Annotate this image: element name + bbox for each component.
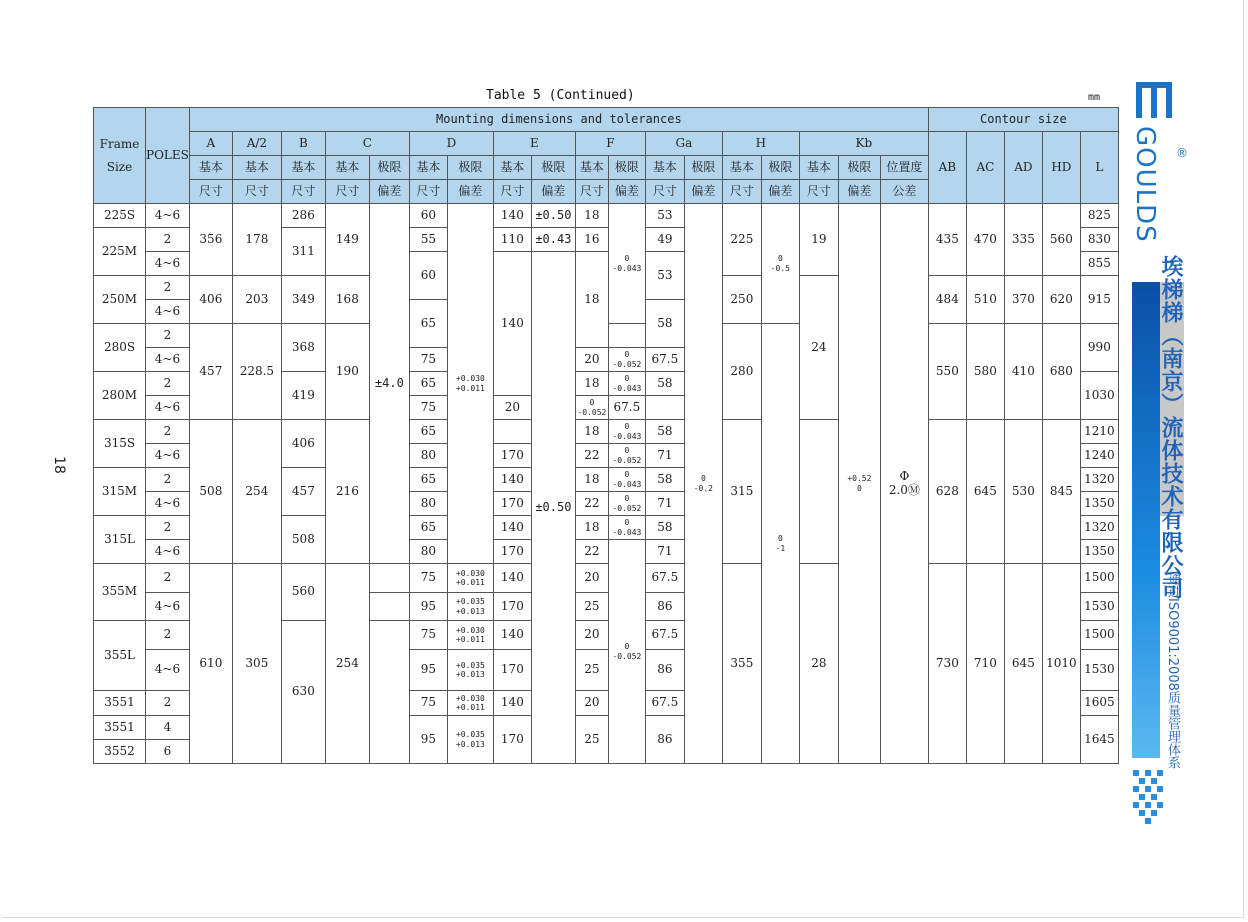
poles-cell: 2: [146, 324, 190, 348]
cell-AD: 410: [1004, 324, 1042, 420]
position-label: 位置度: [880, 156, 928, 180]
header-A2: A/2: [232, 132, 281, 156]
cell-G: 67.5: [645, 621, 684, 650]
cell-K: 19: [799, 204, 838, 276]
deviation-label: 偏差: [369, 180, 409, 204]
poles-cell: 4~6: [146, 348, 190, 372]
size-label: 尺寸: [232, 180, 281, 204]
basic-label: 基本: [189, 156, 232, 180]
cell-G: 67.5: [645, 691, 684, 716]
cell-D: 80: [409, 540, 447, 564]
cell-A: 406: [189, 276, 232, 324]
cell-HD: 845: [1042, 420, 1080, 564]
poles-cell: 2: [146, 372, 190, 396]
cell-G: 58: [645, 300, 684, 348]
cell-H-tol: 0 -0.5: [761, 204, 799, 324]
header-E: E: [493, 132, 575, 156]
frame-cell: 225M: [94, 228, 146, 276]
cell-F-tol: 0 -0.043: [608, 372, 645, 396]
cell-D: 95: [409, 593, 447, 621]
itt-logo-icon: [1134, 80, 1174, 120]
cell-D: 80: [409, 492, 447, 516]
cell-D-tol: +0.035 +0.013: [447, 593, 493, 621]
cell-E: 170: [493, 650, 531, 691]
cell-B: 286: [281, 204, 325, 228]
cell-A: 356: [189, 204, 232, 276]
cell-A: 457: [189, 324, 232, 420]
cell-D: 95: [409, 650, 447, 691]
cell-F: 18: [575, 204, 608, 228]
table-title: Table 5 (Continued): [486, 88, 635, 103]
cell-G: 53: [645, 252, 684, 300]
cell-F: 20: [493, 396, 531, 420]
cell-G: 71: [645, 540, 684, 564]
cell-L: 1320: [1080, 468, 1118, 492]
cell-F-tol: 0 -0.052: [608, 492, 645, 516]
cell-B: 368: [281, 324, 325, 372]
basic-label: 基本: [799, 156, 838, 180]
cell-F: 25: [575, 650, 608, 691]
cell-D-tol: +0.030 +0.011: [447, 691, 493, 716]
cell-H: 315: [722, 420, 761, 564]
cell-A2: 254: [232, 420, 281, 564]
size-label: 尺寸: [575, 180, 608, 204]
cell-C-tol: ±4.0: [369, 204, 409, 564]
cell-K-position: Φ 2.0Ⓜ: [880, 204, 928, 764]
cell-AB: 435: [928, 204, 966, 276]
cell-G-tol: 0 -0.2: [684, 204, 722, 764]
cell-D: 65: [409, 516, 447, 540]
poles-cell: 2: [146, 516, 190, 540]
cell-D-tol: +0.035 +0.013: [447, 650, 493, 691]
cell-AD: 335: [1004, 204, 1042, 276]
cell-L: 915: [1080, 276, 1118, 324]
poles-cell: 4: [146, 716, 190, 740]
cell-F: 25: [575, 593, 608, 621]
cell-L: 1350: [1080, 492, 1118, 516]
cell-G: 58: [645, 468, 684, 492]
limit-label: 极限: [684, 156, 722, 180]
cell-B: 406: [281, 420, 325, 468]
cell-G: 53: [645, 204, 684, 228]
header-poles: POLES: [146, 108, 190, 204]
cell-D-tol: +0.035 +0.013: [447, 716, 493, 764]
cell-G: 58: [645, 516, 684, 540]
poles-cell: 2: [146, 468, 190, 492]
cell-H: 225: [722, 204, 761, 276]
cell-AD: 645: [1004, 564, 1042, 764]
poles-cell: 2: [146, 691, 190, 716]
brand-name: GOULDS: [1130, 126, 1160, 243]
poles-cell: 4~6: [146, 396, 190, 420]
cell-HD: 680: [1042, 324, 1080, 420]
cell-AD: 370: [1004, 276, 1042, 324]
deviation-label: 偏差: [838, 180, 880, 204]
cell-F-tol: 0 -0.052: [575, 396, 608, 420]
cell-A2: 305: [232, 564, 281, 764]
cell-A2: 228.5: [232, 324, 281, 420]
deviation-label: 偏差: [447, 180, 493, 204]
basic-label: 基本: [232, 156, 281, 180]
basic-label: 基本: [645, 156, 684, 180]
cell-F-tol: 0 -0.043: [608, 420, 645, 444]
table-row: [94, 564, 1119, 593]
cell-B: 311: [281, 228, 325, 276]
cell-D: 55: [409, 228, 447, 252]
cell-L: 1320: [1080, 516, 1118, 540]
cell-F: 18: [575, 420, 608, 444]
cell-D: 75: [409, 564, 447, 593]
cell-F: 18: [575, 252, 608, 348]
frame-cell: 3551: [94, 691, 146, 716]
cell-HD: 560: [1042, 204, 1080, 276]
header-C: C: [325, 132, 409, 156]
table-row: [94, 420, 1119, 444]
limit-label: 极限: [369, 156, 409, 180]
cell-L: 1530: [1080, 593, 1118, 621]
header-H: H: [722, 132, 799, 156]
cell-K-tol: +0.52 0: [838, 204, 880, 764]
cell-A: 610: [189, 564, 232, 764]
poles-cell: 2: [146, 276, 190, 300]
header-mounting: Mounting dimensions and tolerances: [189, 108, 928, 132]
header-AC: AC: [966, 132, 1004, 204]
poles-cell: 2: [146, 228, 190, 252]
cell-F: 18: [575, 468, 608, 492]
cell-C: 254: [325, 564, 369, 764]
basic-label: 基本: [325, 156, 369, 180]
cell-B: 349: [281, 276, 325, 324]
cell-AD: 530: [1004, 420, 1042, 564]
cell-C: 168: [325, 276, 369, 324]
frame-cell: 355M: [94, 564, 146, 621]
cell-F: 20: [575, 691, 608, 716]
header-AB: AB: [928, 132, 966, 204]
cell-B: 508: [281, 516, 325, 564]
cell-AB: 730: [928, 564, 966, 764]
cell-AC: 580: [966, 324, 1004, 420]
cell-AB: 484: [928, 276, 966, 324]
cell-F: 20: [575, 564, 608, 593]
cell-L: 825: [1080, 204, 1118, 228]
poles-cell: 4~6: [146, 650, 190, 691]
basic-label: 基本: [493, 156, 531, 180]
poles-cell: 2: [146, 420, 190, 444]
cell-G: 49: [645, 228, 684, 252]
poles-cell: 2: [146, 564, 190, 593]
cell-K: 24: [799, 276, 838, 420]
cell-F: 20: [575, 348, 608, 372]
cell-H: 250: [722, 276, 761, 324]
dimension-table: [93, 107, 1119, 764]
cell-G: 71: [645, 492, 684, 516]
cell-D: 75: [409, 691, 447, 716]
cell-D: 60: [409, 252, 447, 300]
frame-cell: 280S: [94, 324, 146, 372]
frame-cell: 315L: [94, 516, 146, 564]
poles-cell: 4~6: [146, 492, 190, 516]
frame-cell: 315M: [94, 468, 146, 516]
cell-D: 95: [409, 716, 447, 764]
cell-L: 1350: [1080, 540, 1118, 564]
frame-cell: 315S: [94, 420, 146, 468]
poles-cell: 4~6: [146, 593, 190, 621]
cell-D: 75: [409, 348, 447, 372]
cell-F-tol: [608, 324, 645, 348]
size-label: 尺寸: [645, 180, 684, 204]
cell-G: 67.5: [645, 564, 684, 593]
size-label: 尺寸: [722, 180, 761, 204]
cell-K: [799, 420, 838, 564]
cell-D: 75: [409, 621, 447, 650]
cell-AC: 470: [966, 204, 1004, 276]
cell-E-tol: ±0.50: [531, 204, 575, 228]
limit-label: 极限: [608, 156, 645, 180]
cell-E: 140: [493, 691, 531, 716]
cell-E: 170: [493, 716, 531, 764]
cell-E: 140: [493, 621, 531, 650]
deviation-label: 偏差: [684, 180, 722, 204]
cell-H: 355: [722, 564, 761, 764]
cell-B: 560: [281, 564, 325, 621]
header-G: Ga: [645, 132, 722, 156]
cell-F: 22: [575, 540, 608, 564]
header-D: D: [409, 132, 493, 156]
cell-B: 630: [281, 621, 325, 764]
size-label: 尺寸: [799, 180, 838, 204]
registered-mark: ®: [1176, 146, 1188, 160]
limit-label: 极限: [531, 156, 575, 180]
cell-E: 140: [493, 252, 531, 396]
header-B: B: [281, 132, 325, 156]
header-contour: Contour size: [928, 108, 1118, 132]
cell-F: 18: [575, 372, 608, 396]
certification-text: 通过ISO9001:2008质量管理体系: [1165, 572, 1180, 769]
cell-E-tol: ±0.43: [531, 228, 575, 252]
cell-A: 508: [189, 420, 232, 564]
cell-E: 170: [493, 593, 531, 621]
cell-G: 86: [645, 716, 684, 764]
cell-L: 1500: [1080, 621, 1118, 650]
cell-HD: 620: [1042, 276, 1080, 324]
cell-E: 170: [493, 444, 531, 468]
basic-label: 基本: [722, 156, 761, 180]
cell-F-tol: 0 -0.052: [608, 348, 645, 372]
cell-G: 67.5: [645, 348, 684, 372]
cell-G: 71: [645, 444, 684, 468]
poles-cell: 4~6: [146, 300, 190, 324]
cell-L: 1500: [1080, 564, 1118, 593]
cell-L: 1530: [1080, 650, 1118, 691]
cell-A2: 203: [232, 276, 281, 324]
cell-E: 170: [493, 540, 531, 564]
tolerance-label: 公差: [880, 180, 928, 204]
header-AD: AD: [1004, 132, 1042, 204]
cell-F-tol: 0 -0.052: [608, 444, 645, 468]
cell-D: 80: [409, 444, 447, 468]
poles-cell: 4~6: [146, 444, 190, 468]
cell-F: 20: [575, 621, 608, 650]
cell-AC: 710: [966, 564, 1004, 764]
cell-L: 1605: [1080, 691, 1118, 716]
header-K: Kb: [799, 132, 928, 156]
cell-AC: 510: [966, 276, 1004, 324]
table-row: [94, 204, 1119, 228]
cell-A2: 178: [232, 204, 281, 276]
poles-cell: 6: [146, 740, 190, 764]
cell-D-tol: +0.030 +0.011: [447, 204, 493, 564]
cell-G: 58: [645, 372, 684, 396]
cell-AB: 550: [928, 324, 966, 420]
cell-C-tol: [369, 564, 409, 593]
cell-H-tol: 0 -1: [761, 324, 799, 764]
cell-D-tol: +0.030 +0.011: [447, 564, 493, 593]
page-number: 18: [50, 456, 67, 474]
size-label: 尺寸: [189, 180, 232, 204]
cell-H: 280: [722, 324, 761, 420]
cell-L: 1030: [1080, 372, 1118, 420]
deviation-label: 偏差: [608, 180, 645, 204]
cell-G: 86: [645, 650, 684, 691]
cell-F: 25: [575, 716, 608, 764]
cell-L: 830: [1080, 228, 1118, 252]
cell-L: 990: [1080, 324, 1118, 372]
unit-label: mm: [1088, 92, 1101, 103]
limit-label: 极限: [447, 156, 493, 180]
cell-L: 1240: [1080, 444, 1118, 468]
cell-F: 16: [575, 228, 608, 252]
dot-pattern-icon: [1133, 770, 1163, 826]
size-label: 尺寸: [325, 180, 369, 204]
cell-AC: 645: [966, 420, 1004, 564]
header-A: A: [189, 132, 232, 156]
cell-G: 67.5: [608, 396, 645, 420]
frame-cell: 280M: [94, 372, 146, 420]
cell-AB: 628: [928, 420, 966, 564]
poles-cell: 4~6: [146, 204, 190, 228]
size-label: 尺寸: [409, 180, 447, 204]
deviation-label: 偏差: [761, 180, 799, 204]
cell-E: 140: [493, 468, 531, 492]
cell-D: 75: [409, 396, 447, 420]
cell-G: 86: [645, 593, 684, 621]
cell-K: 28: [799, 564, 838, 764]
limit-label: 极限: [761, 156, 799, 180]
header-F: F: [575, 132, 645, 156]
cell-L: 855: [1080, 252, 1118, 276]
cell-C: 149: [325, 204, 369, 276]
cell-B: 419: [281, 372, 325, 420]
basic-label: 基本: [409, 156, 447, 180]
poles-cell: 4~6: [146, 252, 190, 276]
cell-C-tol: [369, 621, 409, 764]
frame-cell: 355L: [94, 621, 146, 691]
limit-label: 极限: [838, 156, 880, 180]
frame-cell: 3551: [94, 716, 146, 740]
frame-cell: 225S: [94, 204, 146, 228]
poles-cell: 4~6: [146, 540, 190, 564]
cell-C: 190: [325, 324, 369, 420]
cell-L: 1645: [1080, 716, 1118, 764]
cell-F: 18: [575, 516, 608, 540]
cell-E: 140: [493, 564, 531, 593]
cell-G: 58: [645, 420, 684, 444]
cell-F-tol: 0 -0.043: [608, 204, 645, 324]
cell-E: [493, 420, 531, 444]
cell-E: 140: [493, 516, 531, 540]
cell-D: 65: [409, 420, 447, 444]
cell-D: 65: [409, 300, 447, 348]
cell-L: 1210: [1080, 420, 1118, 444]
cell-E-tol: ±0.50: [531, 252, 575, 764]
brand-name-wrap: [1130, 122, 1164, 252]
header-HD: HD: [1042, 132, 1080, 204]
cell-F: 22: [575, 444, 608, 468]
cell-F: 22: [575, 492, 608, 516]
frame-cell: 3552: [94, 740, 146, 764]
header-frame-size: Frame Size: [94, 108, 146, 204]
cell-D: 65: [409, 468, 447, 492]
poles-cell: 2: [146, 621, 190, 650]
basic-label: 基本: [281, 156, 325, 180]
cell-E: 140: [493, 204, 531, 228]
cell-C-tol: [369, 593, 409, 621]
cell-F-tol: 0 -0.052: [608, 540, 645, 764]
cell-D-tol: +0.030 +0.011: [447, 621, 493, 650]
size-label: 尺寸: [281, 180, 325, 204]
size-label: 尺寸: [493, 180, 531, 204]
cell-HD: 1010: [1042, 564, 1080, 764]
cell-F-tol: 0 -0.043: [608, 516, 645, 540]
cell-F-tol: 0 -0.043: [608, 468, 645, 492]
cell-E: 170: [493, 492, 531, 516]
cell-D: 65: [409, 372, 447, 396]
company-name: 埃梯梯（南京）流体技术有限公司: [1158, 255, 1184, 600]
cell-D: 60: [409, 204, 447, 228]
header-L: L: [1080, 132, 1118, 204]
frame-cell: 250M: [94, 276, 146, 324]
cell-B: 457: [281, 468, 325, 516]
cell-E: 110: [493, 228, 531, 252]
cell-C: 216: [325, 420, 369, 564]
deviation-label: 偏差: [531, 180, 575, 204]
basic-label: 基本: [575, 156, 608, 180]
